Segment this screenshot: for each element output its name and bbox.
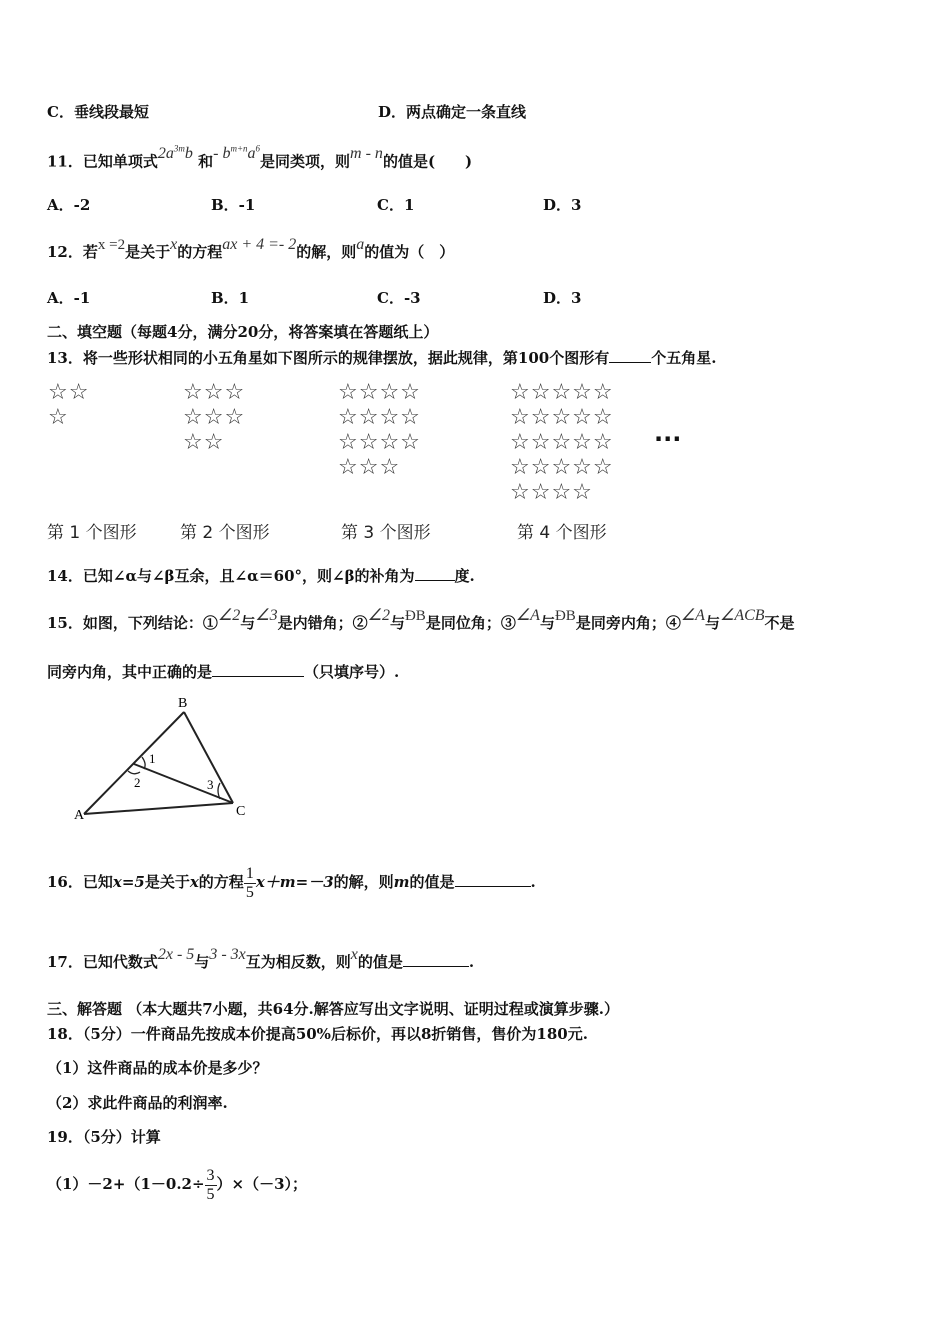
q11-monomial-2: - $b^{m+n}a^6$ xyxy=(213,144,261,163)
q11-stem: 11．已知单项式$2a^{3m}b$ 和- $b^{m+n}a^6$是同类项，则m - n的值是( ) xyxy=(47,144,473,171)
q12-stem: 12．若x =2是关于x的方程ax + 4 =- 2的解，则a的值为（ ） xyxy=(47,236,455,261)
q16-stem: 16．已知x=5是关于x的方程 $\frac{1}{5}$ x＋m=－3的解，则m的值是 . xyxy=(47,864,536,901)
q11-option-c: C．1 xyxy=(377,196,415,214)
q12-option-d: D．3 xyxy=(543,289,582,307)
q14-answer-blank xyxy=(415,566,455,581)
angle-3-label: 3 xyxy=(207,777,214,792)
q19-sub-1: （1）－2+（1－0.2÷ $\frac{3}{5}$ ）×（－3）； xyxy=(47,1166,308,1203)
q18-sub-1: （1）这件商品的成本价是多少？ xyxy=(47,1059,268,1077)
q15-answer-blank xyxy=(212,662,304,677)
section-2-heading: 二、填空题（每题4分，满分20分，将答案填在答题纸上） xyxy=(47,323,439,341)
q17-answer-blank xyxy=(403,952,469,967)
angle-2-label: 2 xyxy=(134,775,141,790)
q16-fraction: $\frac{1}{5}$ xyxy=(245,864,254,901)
q13-stem: 13．将一些形状相同的小五角星如下图所示的规律摆放，据此规律，第100个图形有 个五角星. xyxy=(47,349,717,367)
q10-option-c: C．垂线段最短 xyxy=(47,103,149,121)
q10-option-d: D．两点确定一条直线 xyxy=(378,103,527,121)
caption-figure-4: 第 4 个图形 xyxy=(517,523,607,543)
q11-expr: m - n xyxy=(350,145,383,163)
caption-figure-1: 第 1 个图形 xyxy=(47,523,137,543)
q12-option-a: A．-1 xyxy=(47,289,91,307)
q11-option-b: B．-1 xyxy=(211,196,256,214)
q13-answer-blank xyxy=(609,348,651,363)
vertex-a-label: A xyxy=(74,808,85,823)
q15-stem: 15．如图，下列结论：①∠2与∠3是内错角；②∠2与ÐB是同位角；③∠A与ÐB是同旁内角；④∠A与∠ACB不是 xyxy=(47,607,795,632)
caption-figure-3: 第 3 个图形 xyxy=(341,523,431,543)
q12-option-c: C．-3 xyxy=(377,289,421,307)
q12-option-b: B．1 xyxy=(211,289,250,307)
angle-2-arc xyxy=(128,771,140,774)
q18-stem: 18．（5分）一件商品先按成本价提高50%后标价，再以8折销售，售价为180元. xyxy=(47,1025,588,1043)
q18-sub-2: （2）求此件商品的利润率. xyxy=(47,1094,228,1112)
q11-option-a: A．-2 xyxy=(47,196,91,214)
star-figure-1: ☆☆ ☆ xyxy=(48,380,90,430)
angle-1-label: 1 xyxy=(149,751,156,766)
ellipsis: ··· xyxy=(654,425,682,453)
q11-option-d: D．3 xyxy=(543,196,582,214)
star-figure-3: ☆☆☆☆ ☆☆☆☆ ☆☆☆☆ ☆☆☆ xyxy=(338,380,421,480)
q17-stem: 17．已知代数式2x - 5与3 - 3x互为相反数，则x的值是 . xyxy=(47,946,475,971)
q19-stem: 19．（5分）计算 xyxy=(47,1128,161,1146)
q11-monomial-1: $2a^{3m}b$ xyxy=(157,144,193,163)
section-3-heading: 三、解答题 （本大题共7小题，共64分.解答应写出文字说明、证明过程或演算步骤.） xyxy=(47,1000,619,1018)
q19-fraction: $\frac{3}{5}$ xyxy=(206,1166,215,1203)
caption-figure-2: 第 2 个图形 xyxy=(180,523,270,543)
vertex-b-label: B xyxy=(178,696,188,711)
q15-stem-line2: 同旁内角，其中正确的是 （只填序号）. xyxy=(47,663,400,681)
q16-answer-blank xyxy=(455,872,531,887)
triangle-figure xyxy=(70,690,270,830)
vertex-c-label: C xyxy=(236,804,246,819)
q14-stem: 14．已知∠α与∠β互余，且∠α＝60°，则∠β的补角为 度. xyxy=(47,567,475,585)
star-figure-4: ☆☆☆☆☆ ☆☆☆☆☆ ☆☆☆☆☆ ☆☆☆☆☆ ☆☆☆☆ xyxy=(510,380,614,505)
star-figure-2: ☆☆☆ ☆☆☆ ☆☆ xyxy=(183,380,246,455)
